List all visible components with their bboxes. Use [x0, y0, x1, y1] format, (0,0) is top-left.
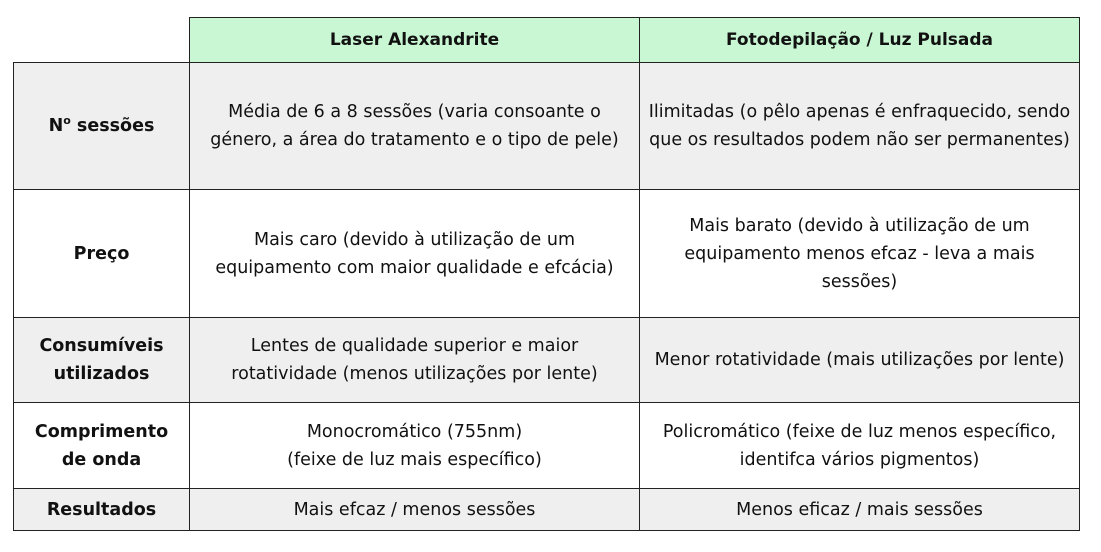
cell-laser-preco: Mais caro (devido à utilização de um equipamento com maior qualidade e efcácia) — [190, 190, 640, 318]
cell-luz-consumiveis: Menor rotatividade (mais utilizações por lente) — [640, 318, 1080, 403]
row-label-sessoes — [14, 63, 190, 190]
cell-laser-onda-line2: (feixe de luz mais específico) — [287, 449, 542, 470]
cell-laser-comprimento-onda — [190, 403, 640, 489]
cell-luz-sessoes: Ilimitadas (o pêlo apenas é enfraquecido, sendo que os resultados podem não ser permanentes) — [640, 63, 1080, 190]
cell-laser-consumiveis: Lentes de qualidade superior e maior rotatividade (menos utilizações por lente) — [190, 318, 640, 403]
table-row — [14, 403, 1080, 489]
cell-luz-resultados: Menos eficaz / mais sessões — [640, 489, 1080, 531]
table-row — [14, 63, 1080, 190]
row-label-suffix: sessões — [70, 116, 155, 136]
row-label-preco: Preço — [14, 190, 190, 318]
table-row — [14, 190, 1080, 318]
header-corner-cell — [14, 18, 190, 63]
comparison-table — [13, 17, 1080, 531]
cell-laser-onda-line1: Monocromático (755nm) — [306, 421, 523, 442]
header-luz-pulsada: Fotodepilação / Luz Pulsada — [640, 18, 1080, 63]
header-laser-alexandrite: Laser Alexandrite — [190, 18, 640, 63]
row-label-consumiveis: Consumíveis utilizados — [14, 318, 190, 403]
table-row — [14, 489, 1080, 531]
row-label-resultados: Resultados — [14, 489, 190, 531]
table-row — [14, 318, 1080, 403]
cell-luz-preco: Mais barato (devido à utilização de um equipamento menos efcaz - leva a mais sessões) — [640, 190, 1080, 318]
cell-laser-resultados: Mais efcaz / menos sessões — [190, 489, 640, 531]
row-label-superscript: o — [63, 114, 71, 128]
cell-luz-comprimento-onda: Policromático (feixe de luz menos específico, identifca vários pigmentos) — [640, 403, 1080, 489]
cell-laser-sessoes: Média de 6 a 8 sessões (varia consoante o género, a área do tratamento e o tipo de pele) — [190, 63, 640, 190]
row-label-prefix: N — [48, 116, 64, 136]
row-label-comprimento-onda: Comprimento de onda — [14, 403, 190, 489]
